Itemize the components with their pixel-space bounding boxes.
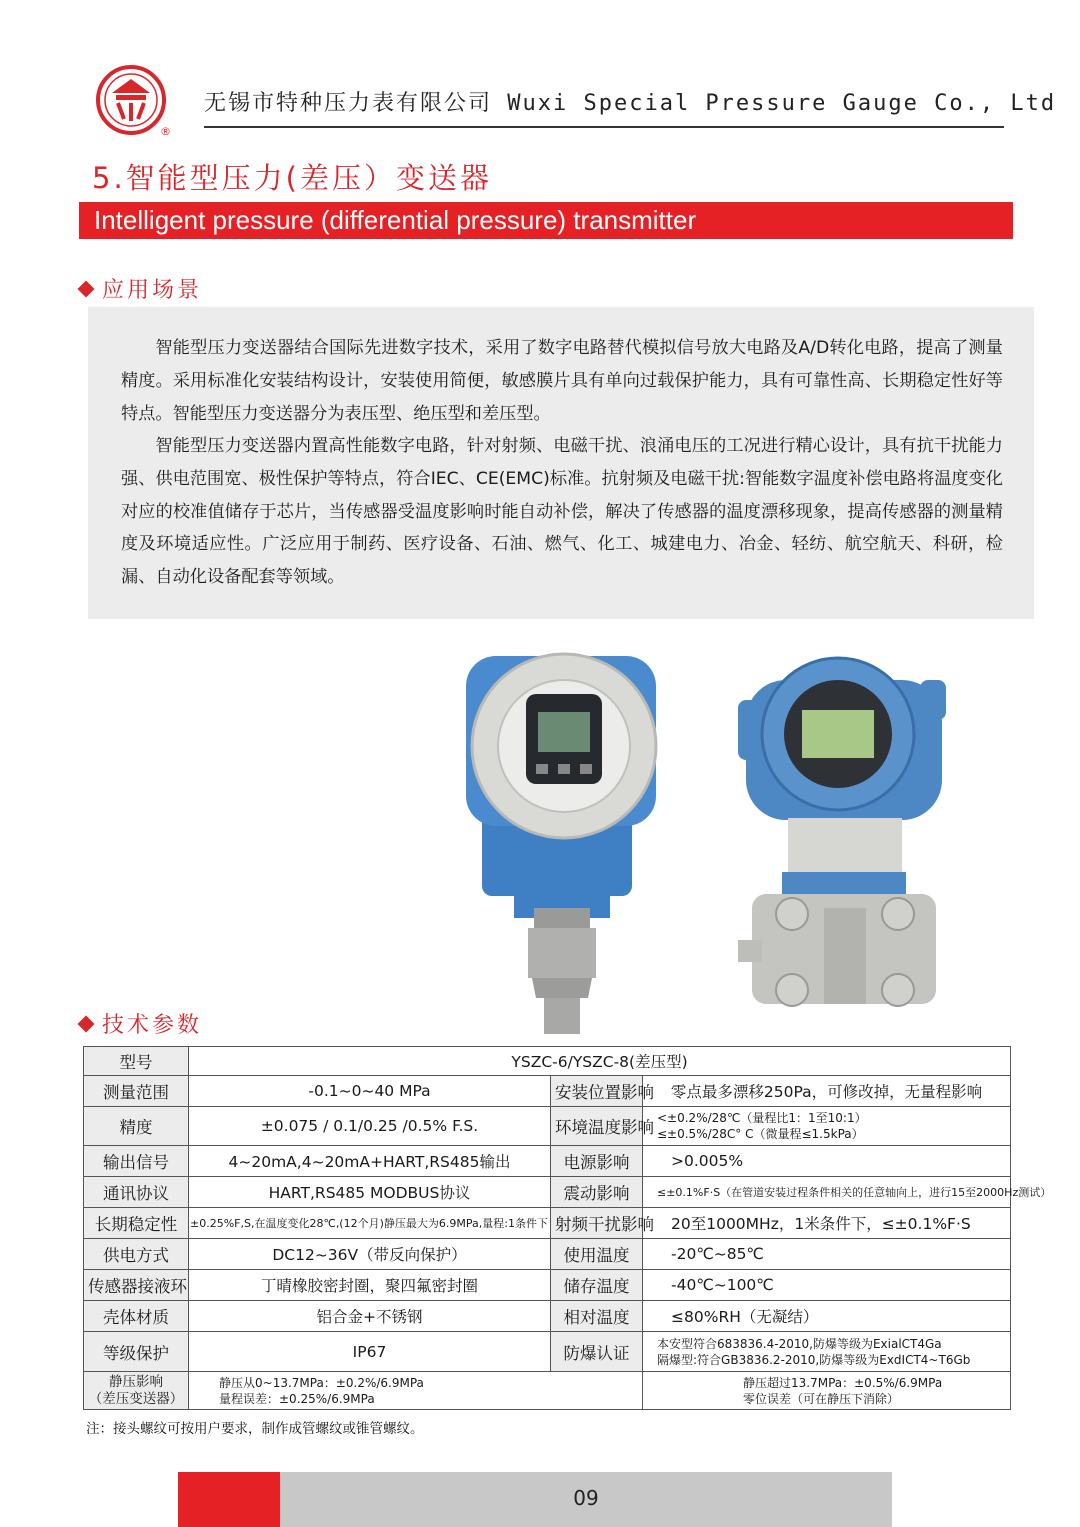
static-pressure-line: 静压超过13.7MPa：±0.5%/6.9MPa	[743, 1375, 943, 1390]
static-pressure-label-line: （差压变送器）	[88, 1390, 184, 1407]
row-value	[643, 1332, 1011, 1372]
row-value: ≤80%RH（无凝结）	[643, 1301, 1011, 1332]
row-value: ±0.075 / 0.1/0.25 /0.5% F.S.	[189, 1107, 551, 1146]
model-value: YSZC-6/YSZC-8(差压型)	[189, 1047, 1011, 1076]
diamond-bullet-icon	[78, 281, 95, 298]
row-label: 防爆认证	[551, 1332, 643, 1372]
static-pressure-left	[189, 1372, 643, 1410]
row-value: -40℃~100℃	[643, 1270, 1011, 1301]
table-row	[84, 1372, 1011, 1410]
row-label: 震动影响	[551, 1177, 643, 1208]
company-name: 无锡市特种压力表有限公司 Wuxi Special Pressure Gauge Co., Ltd	[204, 91, 1057, 116]
section-tech-label: 技术参数	[102, 1013, 203, 1038]
row-label: 精度	[84, 1107, 189, 1146]
static-pressure-label-line: 静压影响	[109, 1373, 163, 1390]
diamond-bullet-icon	[78, 1016, 95, 1033]
intro-paragraph-1: 智能型压力变送器结合国际先进数字技术，采用了数字电路替代模拟信号放大电路及A/D转化电路，提高了测量精度。采用标准化安装结构设计，安装使用简便，敏感膜片具有单向过载保护能力，具有可靠性高、长期稳定性好等特点。智能型压力变送器分为表压型、绝压型和差压型。	[121, 338, 1003, 424]
registered-mark: ®	[160, 125, 171, 138]
row-label: 长期稳定性	[84, 1208, 189, 1239]
page-number: 09	[573, 1486, 599, 1510]
page-title-en: Intelligent pressure (differential pressure) transmitter	[94, 205, 697, 235]
row-value: 零点最多漂移250Pa，可修改掉，无量程影响	[643, 1076, 1011, 1107]
row-label: 输出信号	[84, 1146, 189, 1177]
row-value: -0.1~0~40 MPa	[189, 1076, 551, 1107]
row-value: -20℃~85℃	[643, 1239, 1011, 1270]
table-row	[84, 1270, 1011, 1301]
row-value: ≤±0.1%F·S（在管道安装过程条件相关的任意轴向上，进行15至2000Hz测试）	[643, 1177, 1011, 1208]
row-value: 4~20mA,4~20mA+HART,RS485输出	[189, 1146, 551, 1177]
page-title-bar	[79, 202, 1013, 239]
header-rule	[204, 126, 1004, 128]
row-value: >0.005%	[643, 1146, 1011, 1177]
row-value: 20至1000MHz，1米条件下，≤±0.1%F·S	[643, 1208, 1011, 1239]
page-title-cn: 5.智能型压力(差压）变送器	[92, 161, 492, 195]
row-label: 储存温度	[551, 1270, 643, 1301]
row-value: IP67	[189, 1332, 551, 1372]
table-row	[84, 1146, 1011, 1177]
section-application	[80, 273, 202, 304]
company-logo	[94, 63, 172, 141]
differential-transmitter-photo	[738, 650, 948, 1030]
table-row	[84, 1301, 1011, 1332]
row-value-line: 隔爆型:符合GB3836.2-2010,防爆等级为ExdICT4~T6Gb	[657, 1352, 971, 1367]
row-label: 通讯协议	[84, 1177, 189, 1208]
static-pressure-line: 零位误差（可在静压下消除）	[743, 1391, 900, 1406]
static-pressure-line: 静压从0~13.7MPa：±0.2%/6.9MPa	[219, 1375, 424, 1390]
row-label: 相对温度	[551, 1301, 643, 1332]
row-value-line: <±0.2%/28℃（量程比1：1至10:1）	[657, 1111, 867, 1125]
row-value: DC12~36V（带反向保护）	[189, 1239, 551, 1270]
row-label: 环境温度影响	[551, 1107, 643, 1146]
table-row	[84, 1208, 1011, 1239]
row-value: ±0.25%F,S,在温度变化28℃,(12个月)静压最大为6.9MPa,量程:1条件下	[189, 1208, 551, 1239]
section-application-label: 应用场景	[102, 278, 203, 303]
table-row	[84, 1239, 1011, 1270]
row-value: 丁晴橡胶密封圈，聚四氟密封圈	[189, 1270, 551, 1301]
footer-red-block	[178, 1472, 280, 1527]
table-row	[84, 1107, 1011, 1146]
table-row	[84, 1332, 1011, 1372]
row-label: 测量范围	[84, 1076, 189, 1107]
static-pressure-label	[84, 1372, 189, 1410]
row-label: 传感器接液环	[84, 1270, 189, 1301]
table-row	[84, 1076, 1011, 1107]
row-label: 射频干扰影响	[551, 1208, 643, 1239]
table-row	[84, 1047, 1011, 1076]
intro-box	[88, 307, 1034, 619]
static-pressure-right	[643, 1372, 1011, 1410]
footer-bar	[280, 1472, 892, 1527]
gauge-transmitter-photo	[462, 646, 660, 1036]
row-label: 供电方式	[84, 1239, 189, 1270]
row-value	[643, 1107, 1011, 1146]
footnote: 注：接头螺纹可按用户要求，制作成管螺纹或锥管螺纹。	[86, 1421, 424, 1437]
row-value: 铝合金+不锈钢	[189, 1301, 551, 1332]
static-pressure-line: 量程误差：±0.25%/6.9MPa	[219, 1391, 375, 1406]
table-row	[84, 1177, 1011, 1208]
row-value: HART,RS485 MODBUS协议	[189, 1177, 551, 1208]
row-label: 壳体材质	[84, 1301, 189, 1332]
row-value-line: ≤±0.5%/28C° C（微量程≤1.5kPa）	[657, 1127, 864, 1141]
row-label: 安装位置影响	[551, 1076, 643, 1107]
spec-table	[83, 1046, 1052, 1410]
row-label: 使用温度	[551, 1239, 643, 1270]
intro-paragraph-2: 智能型压力变送器内置高性能数字电路，针对射频、电磁干扰、浪涌电压的工况进行精心设计，具有抗干扰能力强、供电范围宽、极性保护等特点，符合IEC、CE(EMC)标准。抗射频及电磁干扰:智能数字温度补偿电路将温度变化对应的校准值储存于芯片，当传感器受温度影响时能自动补偿，解决了传感器的温度漂移现象，提高传感器的测量精度及环境适应性。广泛应用于制药、医疗设备、石油、燃气、化工、城建电力、冶金、轻纺、航空航天、科研，检漏、自动化设备配套等领域。	[121, 436, 1003, 588]
model-label: 型号	[84, 1047, 189, 1076]
row-label: 等级保护	[84, 1332, 189, 1372]
section-tech	[80, 1008, 202, 1039]
row-label: 电源影响	[551, 1146, 643, 1177]
row-value-line: 本安型符合683836.4-2010,防爆等级为ExialCT4Ga	[657, 1336, 942, 1351]
